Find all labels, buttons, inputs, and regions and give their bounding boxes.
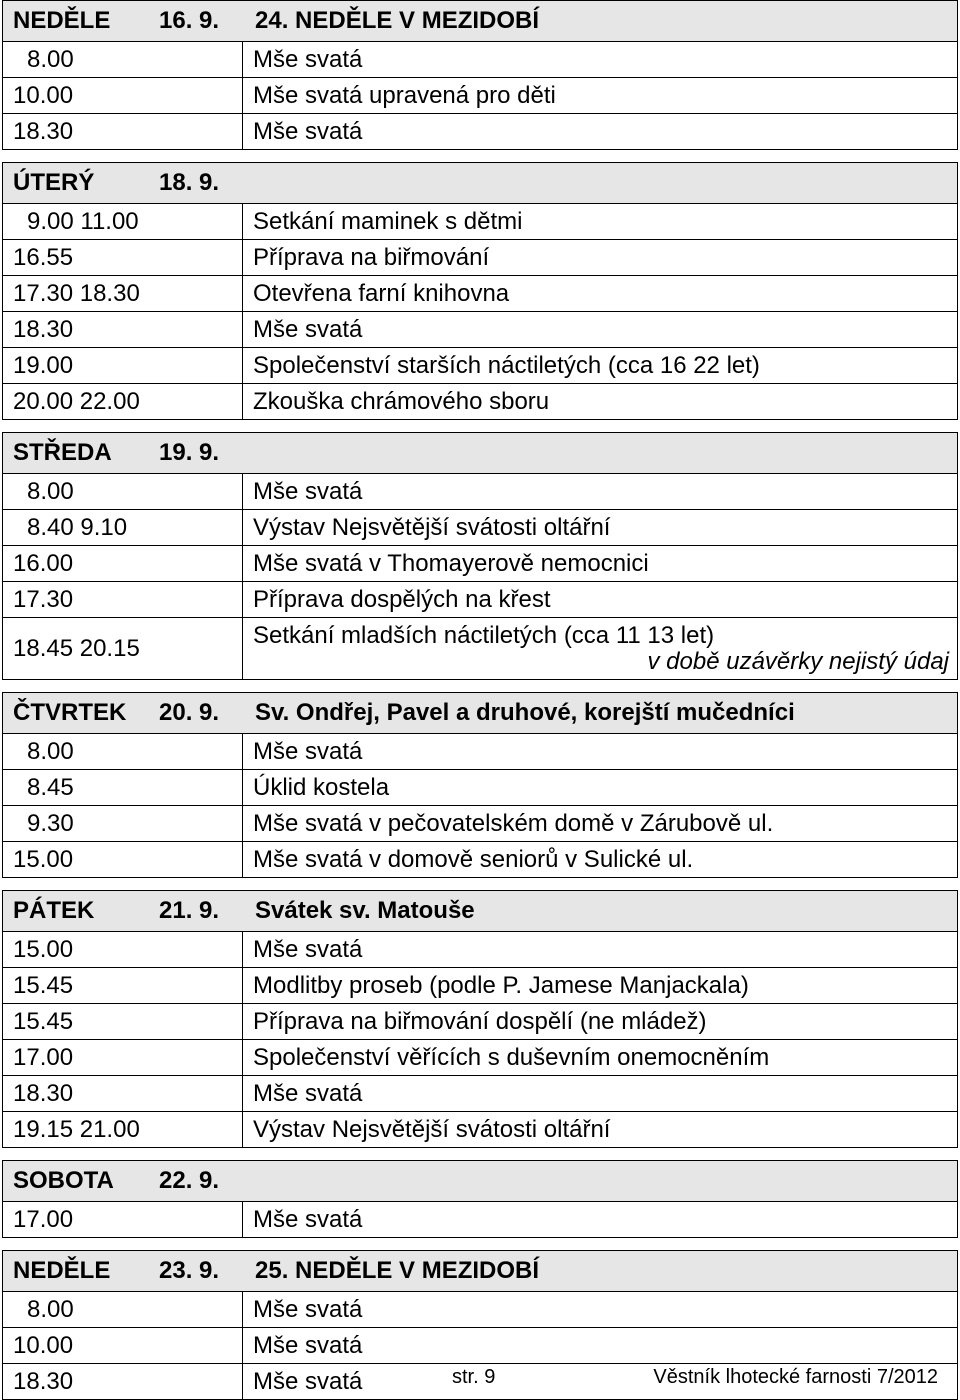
event-cell — [243, 1328, 957, 1363]
schedule-row — [3, 1112, 957, 1148]
day-date: 21. 9. — [159, 897, 220, 924]
event-time: 18.45 20.15 — [3, 618, 243, 679]
day-section — [2, 162, 958, 420]
page-number: str. 9 — [452, 1366, 496, 1388]
day-date: 20. 9. — [159, 699, 220, 726]
event-name: Příprava dospělých na křest — [253, 585, 551, 613]
event-time: 9.00 11.00 — [3, 204, 243, 239]
day-name: NEDĚLE — [13, 7, 111, 34]
event-cell — [243, 582, 957, 617]
section-gap — [2, 420, 958, 432]
event-cell — [243, 1076, 957, 1111]
event-name: Zkouška chrámového sboru — [253, 387, 550, 415]
event-name: Společenství věřících s duševním onemocněním — [253, 1043, 770, 1071]
schedule-row — [3, 474, 957, 510]
day-name: NEDĚLE — [13, 1257, 111, 1284]
event-cell — [243, 510, 957, 545]
event-cell — [243, 384, 957, 419]
event-cell — [243, 1112, 957, 1147]
day-header — [3, 890, 957, 932]
day-section — [2, 0, 958, 150]
schedule-row — [3, 968, 957, 1004]
day-header — [3, 162, 957, 204]
event-time: 15.45 — [3, 968, 243, 1003]
schedule-row — [3, 1040, 957, 1076]
day-header — [3, 1250, 957, 1292]
event-name: Mše svatá — [253, 1205, 363, 1233]
day-name: ÚTERÝ — [13, 169, 95, 196]
day-name: SOBOTA — [13, 1167, 114, 1194]
event-time: 8.40 9.10 — [3, 510, 243, 545]
event-name: Mše svatá upravená pro děti — [253, 81, 556, 109]
event-time: 8.00 — [3, 474, 243, 509]
day-date: 22. 9. — [159, 1167, 220, 1194]
day-header — [3, 1160, 957, 1202]
event-time: 15.00 — [3, 932, 243, 967]
event-cell — [243, 546, 957, 581]
schedule-row — [3, 582, 957, 618]
event-name: Mše svatá — [253, 737, 363, 765]
day-date: 16. 9. — [159, 7, 220, 34]
event-cell — [243, 1004, 957, 1039]
schedule-row — [3, 240, 957, 276]
event-cell — [243, 78, 957, 113]
section-gap — [2, 878, 958, 890]
section-gap — [2, 1148, 958, 1160]
schedule-row — [3, 1328, 957, 1364]
day-section — [2, 890, 958, 1148]
event-cell — [243, 1040, 957, 1075]
event-time: 17.00 — [3, 1202, 243, 1237]
day-title: 25. NEDĚLE V MEZIDOBÍ — [255, 1257, 540, 1284]
event-time: 9.30 — [3, 806, 243, 841]
event-name: Úklid kostela — [253, 773, 390, 801]
publication-name: Věstník lhotecké farnosti 7/2012 — [653, 1366, 938, 1388]
schedule-row — [3, 618, 957, 680]
event-name: Setkání maminek s dětmi — [253, 207, 523, 235]
event-time: 16.55 — [3, 240, 243, 275]
schedule-row — [3, 312, 957, 348]
event-name: Mše svatá — [253, 477, 363, 505]
event-time: 8.45 — [3, 770, 243, 805]
page-footer — [0, 1366, 960, 1388]
schedule-row — [3, 1292, 957, 1328]
day-name: ČTVRTEK — [13, 699, 127, 726]
event-time: 15.00 — [3, 842, 243, 877]
event-note: v době uzávěrky nejistý údaj — [647, 647, 949, 675]
event-time: 17.30 18.30 — [3, 276, 243, 311]
event-cell — [243, 734, 957, 769]
event-cell — [243, 770, 957, 805]
event-time: 10.00 — [3, 1328, 243, 1363]
day-header — [3, 0, 957, 42]
event-name: Společenství starších náctiletých (cca 16 22 let) — [253, 351, 760, 379]
schedule-row — [3, 932, 957, 968]
event-name: Příprava na biřmování dospělí (ne mládež) — [253, 1007, 707, 1035]
event-time: 18.30 — [3, 1364, 243, 1399]
event-cell — [243, 240, 957, 275]
schedule-row — [3, 734, 957, 770]
day-date: 19. 9. — [159, 439, 220, 466]
event-cell — [243, 842, 957, 877]
event-cell — [243, 204, 957, 239]
schedule-row — [3, 770, 957, 806]
event-cell — [243, 932, 957, 967]
event-cell — [243, 474, 957, 509]
event-name: Mše svatá — [253, 45, 363, 73]
event-time: 18.30 — [3, 114, 243, 149]
event-name: Modlitby proseb (podle P. Jamese Manjackala) — [253, 971, 749, 999]
event-name: Mše svatá — [253, 315, 363, 343]
event-cell — [243, 312, 957, 347]
event-time: 8.00 — [3, 734, 243, 769]
event-name: Mše svatá — [253, 1331, 363, 1359]
event-cell — [243, 806, 957, 841]
event-name: Výstav Nejsvětější svátosti oltářní — [253, 513, 611, 541]
section-gap — [2, 150, 958, 162]
event-time: 18.30 — [3, 1076, 243, 1111]
schedule-row — [3, 1076, 957, 1112]
section-gap — [2, 680, 958, 692]
event-cell — [243, 276, 957, 311]
day-section — [2, 692, 958, 878]
event-name: Mše svatá v domově seniorů v Sulické ul. — [253, 845, 694, 873]
event-name: Mše svatá — [253, 1295, 363, 1323]
event-name: Mše svatá — [253, 935, 363, 963]
event-name: Otevřena farní knihovna — [253, 279, 510, 307]
event-time: 10.00 — [3, 78, 243, 113]
event-time: 18.30 — [3, 312, 243, 347]
event-name: Výstav Nejsvětější svátosti oltářní — [253, 1115, 611, 1143]
schedule-row — [3, 348, 957, 384]
event-name: Mše svatá v pečovatelském domě v Zárubově ul. — [253, 809, 774, 837]
day-header — [3, 432, 957, 474]
section-gap — [2, 1238, 958, 1250]
schedule-row — [3, 78, 957, 114]
event-time: 17.00 — [3, 1040, 243, 1075]
event-cell — [243, 348, 957, 383]
schedule-row — [3, 42, 957, 78]
schedule-row — [3, 510, 957, 546]
day-header — [3, 692, 957, 734]
day-section — [2, 1160, 958, 1238]
day-date: 23. 9. — [159, 1257, 220, 1284]
event-cell — [243, 114, 957, 149]
event-time: 8.00 — [3, 1292, 243, 1327]
event-time: 20.00 22.00 — [3, 384, 243, 419]
schedule-row — [3, 546, 957, 582]
event-time: 19.00 — [3, 348, 243, 383]
event-name: Mše svatá v Thomayerově nemocnici — [253, 549, 649, 577]
event-cell — [243, 618, 957, 679]
event-name: Mše svatá — [253, 117, 363, 145]
event-name: Příprava na biřmování — [253, 243, 490, 271]
event-time: 17.30 — [3, 582, 243, 617]
event-cell — [243, 968, 957, 1003]
event-cell — [243, 1292, 957, 1327]
event-name: Mše svatá — [253, 1079, 363, 1107]
event-name: Setkání mladších náctiletých (cca 11 13 let) — [253, 621, 715, 649]
day-name: PÁTEK — [13, 897, 95, 924]
schedule-row — [3, 842, 957, 878]
event-cell — [243, 1202, 957, 1237]
event-time: 16.00 — [3, 546, 243, 581]
event-name: Mše svatá — [253, 1367, 363, 1395]
schedule-row — [3, 806, 957, 842]
day-date: 18. 9. — [159, 169, 220, 196]
schedule-row — [3, 114, 957, 150]
event-time: 19.15 21.00 — [3, 1112, 243, 1147]
schedule-row — [3, 384, 957, 420]
schedule-table — [2, 0, 958, 1400]
day-title: Sv. Ondřej, Pavel a druhové, korejští mučedníci — [255, 699, 795, 726]
schedule-row — [3, 1004, 957, 1040]
day-title: Svátek sv. Matouše — [255, 897, 475, 924]
schedule-row — [3, 1202, 957, 1238]
schedule-row — [3, 276, 957, 312]
event-time: 8.00 — [3, 42, 243, 77]
event-cell — [243, 42, 957, 77]
event-time: 15.45 — [3, 1004, 243, 1039]
day-title: 24. NEDĚLE V MEZIDOBÍ — [255, 7, 540, 34]
day-name: STŘEDA — [13, 439, 112, 466]
schedule-row — [3, 204, 957, 240]
day-section — [2, 432, 958, 680]
